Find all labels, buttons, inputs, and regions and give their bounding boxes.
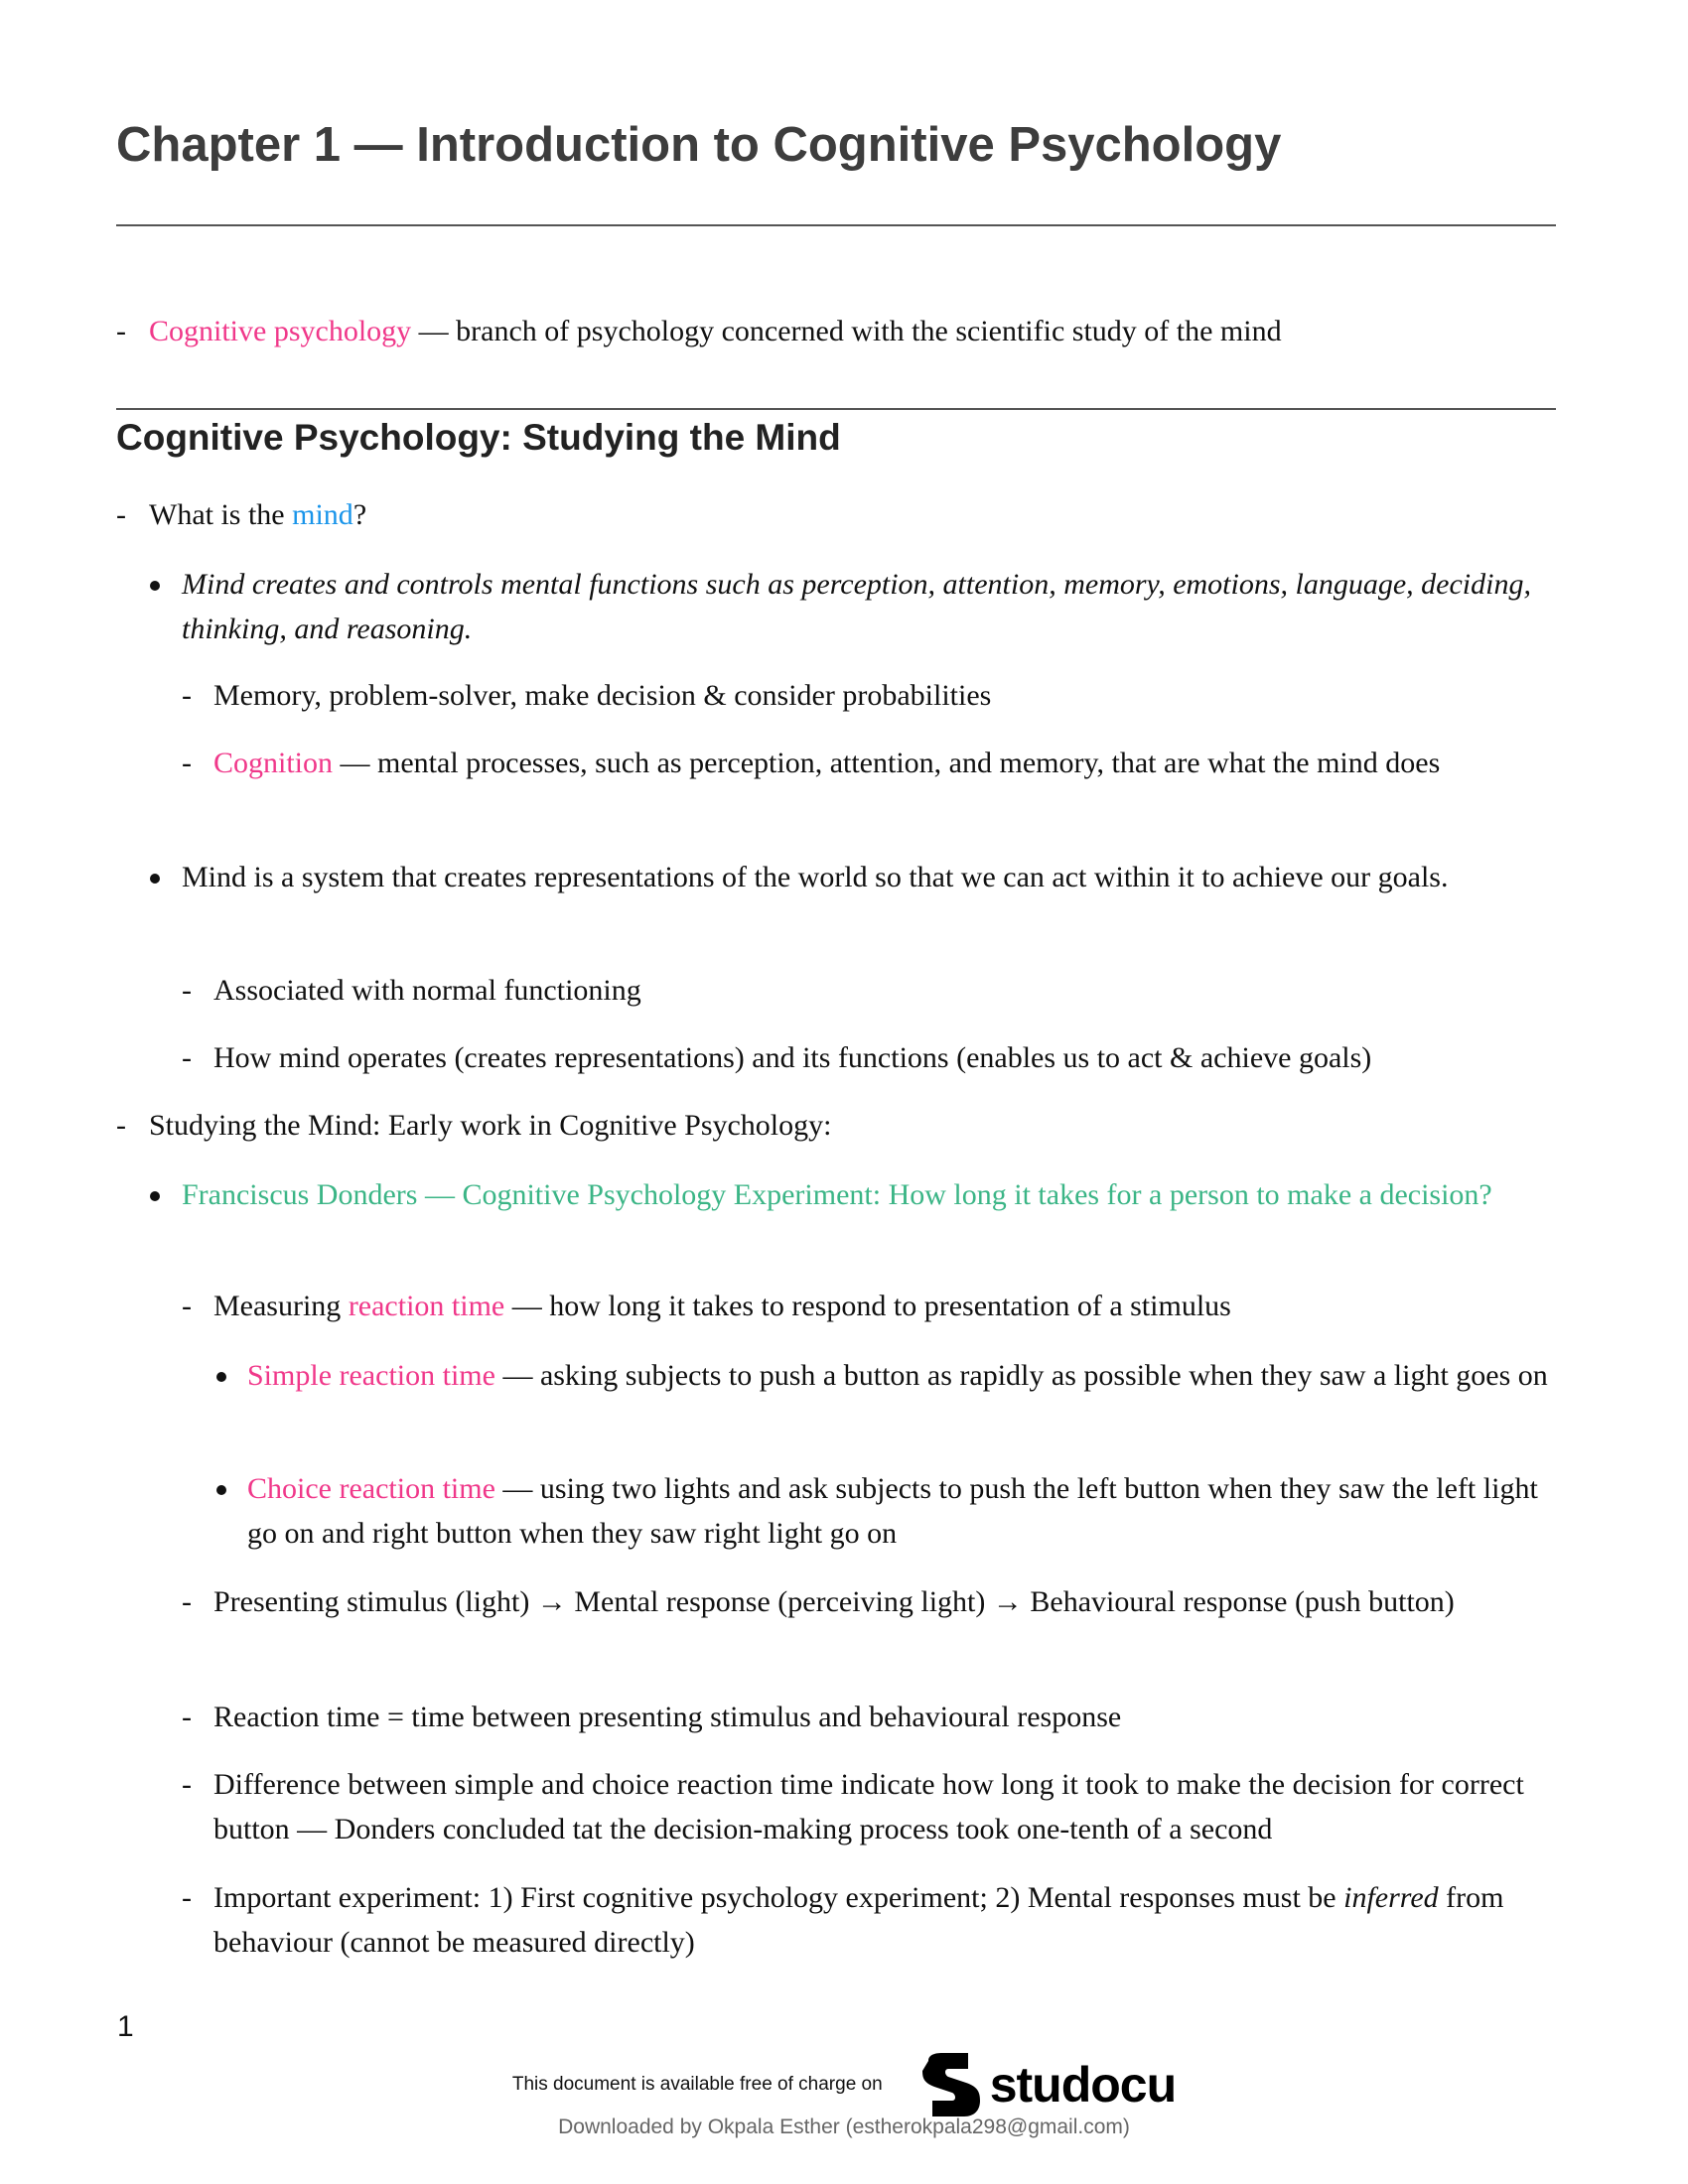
list-item: - Presenting stimulus (light) → Mental response (perceiving light) → Behavioural response (push button): [213, 1579, 1556, 1624]
list-item: - Studying the Mind: Early work in Cognitive Psychology:: [149, 1103, 1556, 1148]
list-item: [213, 1284, 1556, 1328]
text: — how long it takes to respond to presentation of a stimulus: [504, 1290, 1231, 1322]
chapter-title: Chapter 1 — Introduction to Cognitive Psychology: [116, 118, 1282, 172]
divider: [116, 224, 1556, 226]
list-item: [247, 1466, 1574, 1556]
term: Simple reaction time: [247, 1359, 495, 1392]
studocu-logo[interactable]: [918, 2053, 1176, 2116]
page-number: 1: [117, 2010, 134, 2043]
footer-banner: [0, 2053, 1688, 2116]
list-item: - Difference between simple and choice reaction time indicate how long it took to make the decision for correct button — Donders concluded tat the decision-making process took one-tenth of a second: [213, 1762, 1584, 1851]
list-item: [149, 492, 1556, 537]
logo-text: studocu: [989, 2057, 1177, 2113]
availability-text: This document is available free of charge on: [511, 2074, 883, 2095]
text: from behaviour (cannot be measured directly): [213, 1881, 1504, 1959]
term: Cognition: [213, 747, 334, 779]
list-item: [247, 1353, 1556, 1398]
definition-text: — branch of psychology concerned with the scientific study of the mind: [411, 315, 1282, 347]
download-attribution: Downloaded by Okpala Esther (estherokpala298@gmail.com): [558, 2116, 1130, 2138]
list-item: - How mind operates (creates representations) and its functions (enables us to act & achieve goals): [213, 1035, 1589, 1080]
divider: [116, 408, 1556, 410]
text: Measuring: [213, 1290, 349, 1322]
list-item: Mind creates and controls mental functions such as perception, attention, memory, emotions, language, deciding, thinking, and reasoning.: [182, 562, 1556, 651]
section-heading: Cognitive Psychology: Studying the Mind: [116, 417, 841, 458]
text: Important experiment: 1) First cognitive psychology experiment; 2) Mental responses must be: [213, 1881, 1344, 1914]
text: ?: [352, 498, 367, 531]
definition-item: [149, 309, 1556, 353]
list-item: [213, 1875, 1556, 1965]
list-item: Franciscus Donders — Cognitive Psychology Experiment: How long it takes for a person to make a decision?: [182, 1172, 1556, 1217]
list-item: - Memory, problem-solver, make decision & consider probabilities: [213, 673, 1556, 718]
term: reaction time: [348, 1290, 505, 1322]
text: — mental processes, such as perception, attention, and memory, that are what the mind does: [333, 747, 1441, 779]
term: Cognitive psychology: [149, 315, 412, 347]
text: — asking subjects to push a button as rapidly as possible when they saw a light goes on: [494, 1359, 1548, 1392]
list-item: [213, 741, 1556, 785]
text: — using two lights and ask subjects to push the left button when they saw the left light go on and right button when they saw right light go on: [247, 1472, 1538, 1550]
list-item: - Reaction time = time between presenting stimulus and behavioural response: [213, 1695, 1556, 1739]
list-item: Mind is a system that creates representations of the world so that we can act within it to achieve our goals.: [182, 855, 1556, 899]
term: mind: [292, 498, 353, 531]
studocu-logo-icon: [918, 2053, 982, 2116]
term: Choice reaction time: [247, 1472, 495, 1505]
emphasis: inferred: [1343, 1881, 1439, 1914]
list-item: - Associated with normal functioning: [213, 968, 1556, 1013]
text: What is the: [149, 498, 293, 531]
